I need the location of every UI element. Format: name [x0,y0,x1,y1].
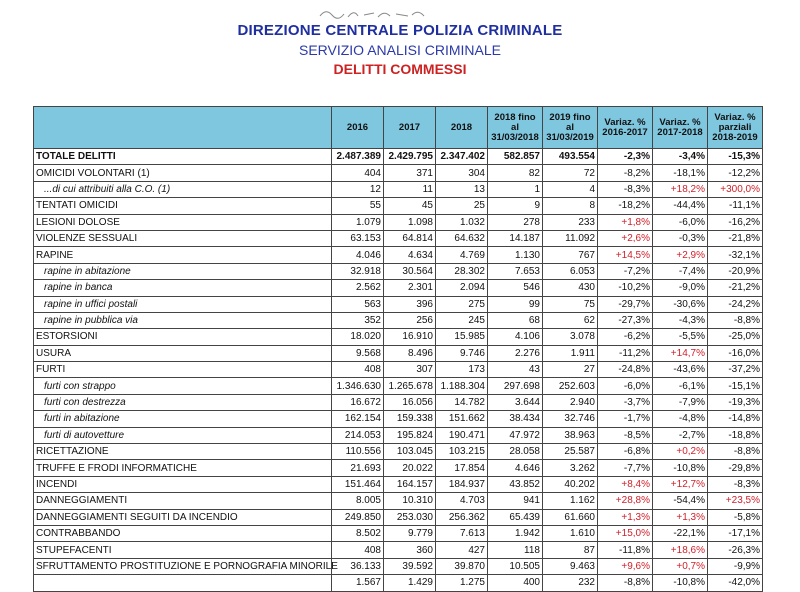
variation-cell: -6,2% [598,329,653,345]
value-cell: 12 [332,181,384,197]
header-cell: Variaz. % parziali 2018-2019 [708,107,763,149]
table-row [34,509,763,525]
variation-cell: -10,2% [598,280,653,296]
value-cell: 2.301 [384,280,436,296]
value-cell: 17.854 [436,460,488,476]
value-cell: 16.910 [384,329,436,345]
value-cell: 40.202 [543,476,598,492]
header-cell-blank [34,107,332,149]
value-cell: 64.814 [384,230,436,246]
table-row [34,362,763,378]
header-cell: Variaz. % 2017-2018 [653,107,708,149]
value-cell: 110.556 [332,444,384,460]
value-cell: 3.262 [543,460,598,476]
value-cell: 233 [543,214,598,230]
header-cell: 2019 fino al 31/03/2019 [543,107,598,149]
value-cell: 1.610 [543,525,598,541]
row-label: rapine in uffici postali [34,296,332,312]
value-cell: 164.157 [384,476,436,492]
table-row [34,345,763,361]
row-label: DANNEGGIAMENTI [34,493,332,509]
variation-cell: -25,0% [708,329,763,345]
table-row [34,214,763,230]
value-cell: 184.937 [436,476,488,492]
table-row [34,444,763,460]
value-cell: 232 [543,575,598,591]
variation-cell: -30,6% [653,296,708,312]
value-cell: 278 [488,214,543,230]
row-label: OMICIDI VOLONTARI (1) [34,165,332,181]
variation-cell: -2,7% [653,427,708,443]
value-cell: 2.429.795 [384,149,436,165]
variation-cell: -18,1% [653,165,708,181]
table-row [34,329,763,345]
variation-cell: -21,8% [708,230,763,246]
variation-cell: -1,7% [598,411,653,427]
value-cell: 6.053 [543,263,598,279]
variation-cell: +0,2% [653,444,708,460]
value-cell: 64.632 [436,230,488,246]
variation-cell: -11,8% [598,542,653,558]
value-cell: 214.053 [332,427,384,443]
header-cell: 2018 fino al 31/03/2018 [488,107,543,149]
variation-cell: -8,3% [708,476,763,492]
value-cell: 9 [488,198,543,214]
value-cell: 10.310 [384,493,436,509]
variation-cell: -8,3% [598,181,653,197]
row-label: USURA [34,345,332,361]
value-cell: 75 [543,296,598,312]
value-cell: 38.963 [543,427,598,443]
row-label: INCENDI [34,476,332,492]
variation-cell: -5,8% [708,509,763,525]
row-label: TOTALE DELITTI [34,149,332,165]
variation-cell: +14,5% [598,247,653,263]
variation-cell: -6,1% [653,378,708,394]
variation-cell: +1,3% [598,509,653,525]
row-label [34,575,332,591]
value-cell: 9.463 [543,558,598,574]
variation-cell: +28,8% [598,493,653,509]
value-cell: 15.985 [436,329,488,345]
row-label: ESTORSIONI [34,329,332,345]
variation-cell: -18,8% [708,427,763,443]
value-cell: 4.769 [436,247,488,263]
value-cell: 21.693 [332,460,384,476]
variation-cell: -9,0% [653,280,708,296]
value-cell: 297.698 [488,378,543,394]
value-cell: 62 [543,312,598,328]
variation-cell: +9,6% [598,558,653,574]
value-cell: 87 [543,542,598,558]
header-title: DIREZIONE CENTRALE POLIZIA CRIMINALE [237,22,563,39]
variation-cell: -10,8% [653,575,708,591]
row-label: rapine in banca [34,280,332,296]
crimes-table [33,106,763,592]
value-cell: 4.046 [332,247,384,263]
table-row [34,542,763,558]
row-label: LESIONI DOLOSE [34,214,332,230]
value-cell: 4.106 [488,329,543,345]
row-label: RICETTAZIONE [34,444,332,460]
value-cell: 61.660 [543,509,598,525]
value-cell: 2.940 [543,394,598,410]
value-cell: 546 [488,280,543,296]
value-cell: 13 [436,181,488,197]
variation-cell: -6,0% [598,378,653,394]
table-row [34,312,763,328]
variation-cell: -3,4% [653,149,708,165]
row-label: ...di cui attribuiti alla C.O. (1) [34,181,332,197]
value-cell: 99 [488,296,543,312]
variation-cell: +15,0% [598,525,653,541]
value-cell: 10.505 [488,558,543,574]
variation-cell: -3,7% [598,394,653,410]
value-cell: 4.634 [384,247,436,263]
value-cell: 63.153 [332,230,384,246]
value-cell: 1.265.678 [384,378,436,394]
value-cell: 2.487.389 [332,149,384,165]
table-row [34,575,763,591]
variation-cell: -20,9% [708,263,763,279]
row-label: RAPINE [34,247,332,263]
value-cell: 245 [436,312,488,328]
variation-cell: +12,7% [653,476,708,492]
value-cell: 28.058 [488,444,543,460]
table-row [34,165,763,181]
value-cell: 767 [543,247,598,263]
table-header-row [34,107,763,149]
variation-cell: -8,5% [598,427,653,443]
variation-cell: +300,0% [708,181,763,197]
value-cell: 39.870 [436,558,488,574]
value-cell: 275 [436,296,488,312]
value-cell: 408 [332,542,384,558]
row-label: TRUFFE E FRODI INFORMATICHE [34,460,332,476]
variation-cell: +23,5% [708,493,763,509]
variation-cell: -16,0% [708,345,763,361]
value-cell: 16.056 [384,394,436,410]
header-cell: 2017 [384,107,436,149]
value-cell: 304 [436,165,488,181]
value-cell: 408 [332,362,384,378]
value-cell: 1.942 [488,525,543,541]
value-cell: 7.613 [436,525,488,541]
header-cell: 2016 [332,107,384,149]
value-cell: 14.187 [488,230,543,246]
variation-cell: -12,2% [708,165,763,181]
report-header [0,22,800,78]
value-cell: 8.502 [332,525,384,541]
variation-cell: -21,2% [708,280,763,296]
row-label: rapine in pubblica via [34,312,332,328]
row-label: furti di autovetture [34,427,332,443]
variation-cell: -6,8% [598,444,653,460]
value-cell: 9.568 [332,345,384,361]
table-row [34,198,763,214]
table-row [34,493,763,509]
variation-cell: -19,3% [708,394,763,410]
variation-cell: -2,3% [598,149,653,165]
value-cell: 4.646 [488,460,543,476]
value-cell: 11 [384,181,436,197]
value-cell: 27 [543,362,598,378]
variation-cell: -8,8% [708,444,763,460]
row-label: DANNEGGIAMENTI SEGUITI DA INCENDIO [34,509,332,525]
value-cell: 16.672 [332,394,384,410]
value-cell: 2.276 [488,345,543,361]
row-label: furti in abitazione [34,411,332,427]
value-cell: 151.464 [332,476,384,492]
value-cell: 195.824 [384,427,436,443]
variation-cell: -4,3% [653,312,708,328]
header-subtitle: SERVIZIO ANALISI CRIMINALE [298,42,502,58]
variation-cell: -22,1% [653,525,708,541]
value-cell: 25 [436,198,488,214]
variation-cell: +1,8% [598,214,653,230]
value-cell: 8.005 [332,493,384,509]
variation-cell: +0,7% [653,558,708,574]
value-cell: 249.850 [332,509,384,525]
value-cell: 563 [332,296,384,312]
value-cell: 1.346.630 [332,378,384,394]
row-label: furti con destrezza [34,394,332,410]
variation-cell: -5,5% [653,329,708,345]
variation-cell: -7,7% [598,460,653,476]
row-label: TENTATI OMICIDI [34,198,332,214]
value-cell: 2.562 [332,280,384,296]
variation-cell: -43,6% [653,362,708,378]
variation-cell: +2,6% [598,230,653,246]
variation-cell: -15,3% [708,149,763,165]
variation-cell: +1,3% [653,509,708,525]
table-row [34,411,763,427]
value-cell: 7.653 [488,263,543,279]
value-cell: 1.130 [488,247,543,263]
value-cell: 25.587 [543,444,598,460]
value-cell: 68 [488,312,543,328]
value-cell: 256.362 [436,509,488,525]
value-cell: 360 [384,542,436,558]
value-cell: 47.972 [488,427,543,443]
value-cell: 1.032 [436,214,488,230]
value-cell: 1 [488,181,543,197]
value-cell: 352 [332,312,384,328]
value-cell: 1.188.304 [436,378,488,394]
variation-cell: -7,9% [653,394,708,410]
value-cell: 427 [436,542,488,558]
variation-cell: -15,1% [708,378,763,394]
table-row [34,427,763,443]
table-row [34,525,763,541]
row-label: rapine in abitazione [34,263,332,279]
table-row [34,230,763,246]
value-cell: 1.079 [332,214,384,230]
variation-cell: -0,3% [653,230,708,246]
value-cell: 1.429 [384,575,436,591]
table-row [34,460,763,476]
value-cell: 14.782 [436,394,488,410]
table-row [34,247,763,263]
header-cell: Variaz. % 2016-2017 [598,107,653,149]
variation-cell: -24,2% [708,296,763,312]
table-row [34,149,763,165]
variation-cell: +14,7% [653,345,708,361]
value-cell: 45 [384,198,436,214]
row-label: CONTRABBANDO [34,525,332,541]
value-cell: 159.338 [384,411,436,427]
table-row [34,476,763,492]
value-cell: 28.302 [436,263,488,279]
value-cell: 65.439 [488,509,543,525]
value-cell: 404 [332,165,384,181]
value-cell: 252.603 [543,378,598,394]
value-cell: 307 [384,362,436,378]
value-cell: 103.045 [384,444,436,460]
value-cell: 4.703 [436,493,488,509]
variation-cell: -24,8% [598,362,653,378]
table-row [34,263,763,279]
table-row [34,378,763,394]
value-cell: 118 [488,542,543,558]
value-cell: 162.154 [332,411,384,427]
variation-cell: -18,2% [598,198,653,214]
variation-cell: -44,4% [653,198,708,214]
variation-cell: -8,8% [708,312,763,328]
variation-cell: -16,2% [708,214,763,230]
variation-cell: -11,2% [598,345,653,361]
row-label: FURTI [34,362,332,378]
table-row [34,296,763,312]
variation-cell: +18,6% [653,542,708,558]
value-cell: 3.644 [488,394,543,410]
value-cell: 9.779 [384,525,436,541]
variation-cell: -26,3% [708,542,763,558]
value-cell: 20.022 [384,460,436,476]
variation-cell: -37,2% [708,362,763,378]
value-cell: 3.078 [543,329,598,345]
value-cell: 82 [488,165,543,181]
value-cell: 36.133 [332,558,384,574]
value-cell: 1.911 [543,345,598,361]
value-cell: 430 [543,280,598,296]
value-cell: 8.496 [384,345,436,361]
value-cell: 2.347.402 [436,149,488,165]
variation-cell: -27,3% [598,312,653,328]
value-cell: 1.098 [384,214,436,230]
variation-cell: -29,8% [708,460,763,476]
value-cell: 4 [543,181,598,197]
header-cell: 2018 [436,107,488,149]
variation-cell: -7,2% [598,263,653,279]
variation-cell: -11,1% [708,198,763,214]
value-cell: 11.092 [543,230,598,246]
header-section-title: DELITTI COMMESSI [333,61,467,77]
value-cell: 32.918 [332,263,384,279]
row-label: STUPEFACENTI [34,542,332,558]
variation-cell: -14,8% [708,411,763,427]
table-row [34,394,763,410]
variation-cell: -7,4% [653,263,708,279]
variation-cell: -6,0% [653,214,708,230]
handwritten-scribble [318,4,428,22]
variation-cell: -8,2% [598,165,653,181]
table-row [34,558,763,574]
value-cell: 38.434 [488,411,543,427]
value-cell: 2.094 [436,280,488,296]
value-cell: 72 [543,165,598,181]
value-cell: 39.592 [384,558,436,574]
row-label: VIOLENZE SESSUALI [34,230,332,246]
row-label: furti con strappo [34,378,332,394]
value-cell: 32.746 [543,411,598,427]
value-cell: 493.554 [543,149,598,165]
table-row [34,181,763,197]
variation-cell: -17,1% [708,525,763,541]
variation-cell: -8,8% [598,575,653,591]
value-cell: 371 [384,165,436,181]
value-cell: 9.746 [436,345,488,361]
variation-cell: -32,1% [708,247,763,263]
variation-cell: +18,2% [653,181,708,197]
variation-cell: -29,7% [598,296,653,312]
value-cell: 43.852 [488,476,543,492]
value-cell: 1.567 [332,575,384,591]
value-cell: 1.162 [543,493,598,509]
value-cell: 941 [488,493,543,509]
table-row [34,280,763,296]
variation-cell: +2,9% [653,247,708,263]
value-cell: 151.662 [436,411,488,427]
variation-cell: -9,9% [708,558,763,574]
value-cell: 103.215 [436,444,488,460]
variation-cell: +8,4% [598,476,653,492]
value-cell: 1.275 [436,575,488,591]
value-cell: 256 [384,312,436,328]
value-cell: 30.564 [384,263,436,279]
value-cell: 18.020 [332,329,384,345]
value-cell: 55 [332,198,384,214]
value-cell: 400 [488,575,543,591]
value-cell: 582.857 [488,149,543,165]
value-cell: 8 [543,198,598,214]
variation-cell: -42,0% [708,575,763,591]
value-cell: 396 [384,296,436,312]
variation-cell: -4,8% [653,411,708,427]
variation-cell: -54,4% [653,493,708,509]
table-body [34,149,763,592]
variation-cell: -10,8% [653,460,708,476]
row-label: SFRUTTAMENTO PROSTITUZIONE E PORNOGRAFIA MINORILE [34,558,332,574]
value-cell: 190.471 [436,427,488,443]
value-cell: 43 [488,362,543,378]
value-cell: 253.030 [384,509,436,525]
value-cell: 173 [436,362,488,378]
